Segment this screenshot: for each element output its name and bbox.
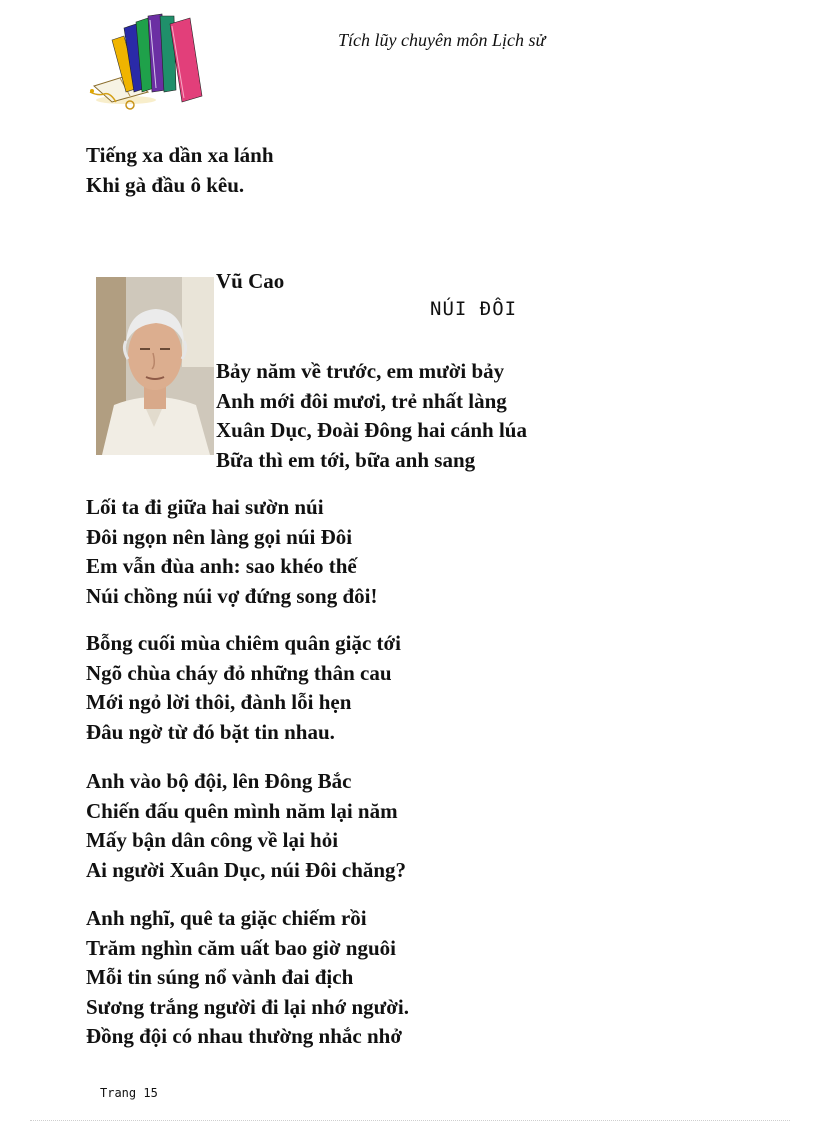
poem-line: Mới ngỏ lời thôi, đành lỗi hẹn: [86, 690, 352, 714]
intro-stanza: [86, 141, 274, 200]
poem-line: Ai người Xuân Dục, núi Đôi chăng?: [86, 857, 407, 882]
poem-line: Mỗi tin súng nổ vành đai địch: [86, 965, 354, 989]
poem-line: Đồng đội có nhau thường nhắc nhở: [86, 1024, 402, 1048]
poem-stanza-4: [86, 767, 406, 885]
author-portrait-icon: [96, 277, 214, 455]
poem-line: Xuân Dục, Đoài Đông hai cánh lúa: [216, 418, 527, 442]
poem-line: Anh vào bộ đội, lên Đông Bắc: [86, 769, 352, 793]
poem-line: Tiếng xa dần xa lánh: [86, 143, 274, 167]
poem-line: Anh nghĩ, quê ta giặc chiếm rồi: [86, 906, 367, 930]
poem-stanza-1: [216, 357, 527, 475]
author-portrait: [96, 277, 214, 455]
poem-line: Đôi ngọn nên làng gọi núi Đôi: [86, 524, 353, 549]
poem-line: Bữa thì em tới, bữa anh sang: [216, 447, 476, 472]
poem-line: Ngõ chùa cháy đỏ những thân cau: [86, 660, 392, 685]
header-title: Tích lũy chuyên môn Lịch sử: [338, 30, 546, 50]
poem-line: Trăm nghìn căm uất bao giờ nguôi: [86, 935, 396, 960]
poem-title: NÚI ĐÔI: [430, 298, 518, 320]
books-icon: [86, 12, 206, 112]
poem-line: Sương trắng người đi lại nhớ người.: [86, 994, 409, 1019]
poem-line: Bỗng cuối mùa chiêm quân giặc tới: [86, 631, 401, 655]
poem-line: Núi chồng núi vợ đứng song đôi!: [86, 583, 378, 608]
poem-line: Em vẫn đùa anh: sao khéo thế: [86, 554, 357, 578]
poem-line: Chiến đấu quên mình năm lại năm: [86, 798, 398, 823]
poem-line: Lối ta đi giữa hai sườn núi: [86, 495, 324, 519]
poem-line: Anh mới đôi mươi, trẻ nhất làng: [216, 388, 507, 413]
poem-line: Đâu ngờ từ đó bặt tin nhau.: [86, 719, 335, 744]
poem-line: Bảy năm về trước, em mười bảy: [216, 359, 505, 383]
poem-stanza-3: [86, 629, 401, 747]
author-name: Vũ Cao: [216, 269, 285, 293]
footer-divider: [30, 1120, 790, 1121]
poem-stanza-5: [86, 904, 409, 1052]
poem-line: Khi gà đầu ô kêu.: [86, 172, 245, 197]
poem-line: Mấy bận dân công về lại hỏi: [86, 828, 339, 852]
page-number: Trang 15: [100, 1086, 158, 1100]
poem-stanza-2: [86, 493, 378, 611]
